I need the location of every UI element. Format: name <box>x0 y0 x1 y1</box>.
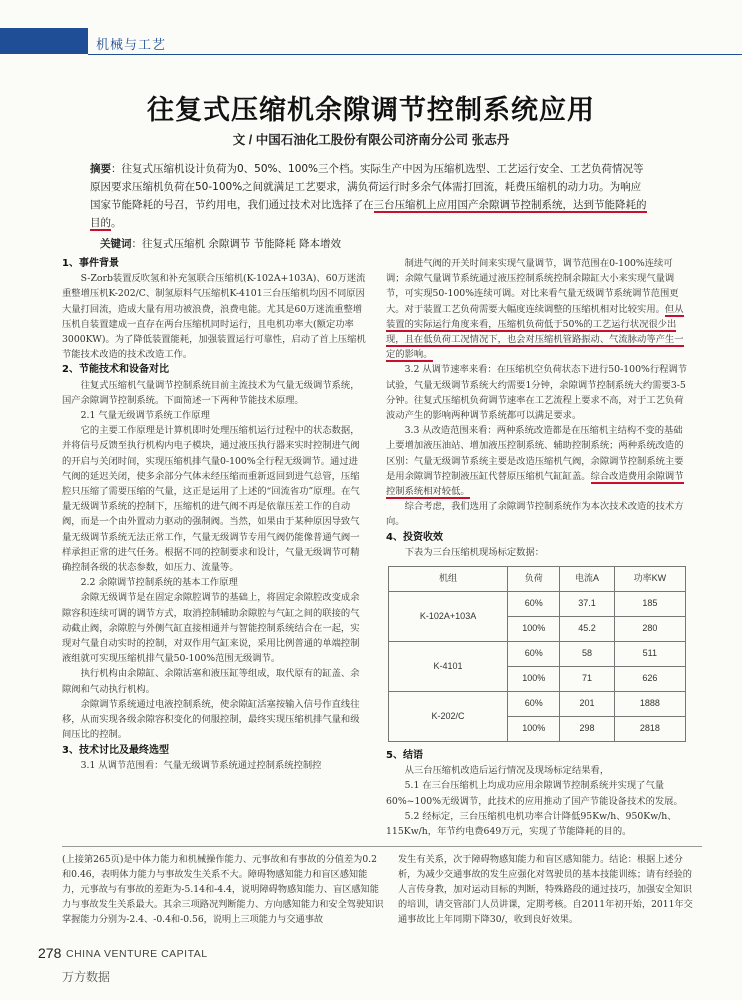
left-column <box>62 256 367 773</box>
author-line: 文 / 中国石油化工股份有限公司济南分公司 张志丹 <box>232 133 510 147</box>
paragraph <box>386 256 691 362</box>
keywords-label: 关键词 <box>100 238 132 250</box>
paragraph: S-Zorb装置反吹氢和补充氢联合压缩机(K-102A+103A)、60万迷流重整增压机K-202/C、制氢原料气压缩机K-4101三台压缩机均因不同原因大量打回流，造成大量有用功被浪费，浪费电能。尤其是60万迷流重整增压机自装置建成一直存在两台压缩机同时运行，且电机功率大(额定功率3000KW)。为了降低装置能耗，加强装置运行可靠性，启动了首上压缩机节能技术改造的技术改造工作。 <box>62 273 366 361</box>
section-heading-1: 1、事件背景 <box>62 258 119 269</box>
continued-article-left: (上接第265页)是中体力能力和机械操作能力、元事故和有事故的分值差为0.2和0.46，表明体力能力与事故发生关系不大。障碍物感知能力和盲区感知能力，元事故与有事故的差距为-5.14和-4.4，说明障碍物感知能力、盲区感知能力与事故发生关系最大。其余三项路况判断能力、方向感知能力和安全驾驶知识掌握能力分别为-2.4、-0.4和-0.56，说明上三项能力与交通事故 <box>62 854 384 925</box>
publication-name: CHINA VENTURE CAPITAL <box>66 948 208 960</box>
table-cell: 71 <box>560 667 614 692</box>
section-heading-4: 4、投资收效 <box>386 531 443 543</box>
header-rule <box>88 54 742 55</box>
table-cell: 100% <box>508 617 560 642</box>
continued-article-right: 发生有关系，次于障碍物感知能力和盲区感知能力。结论：根据上述分析，为减少交通事故的发生应强化对驾驶员的基本技能训练；请有经验的人言传身教，加对运动目标的判断，特殊路段的通过技巧，加强安全知识的培训，请交管部门人员讲课，定期考核。自2011年初开始，2011年交通事故比上年同期下降30/，收到良好效果。 <box>398 854 693 925</box>
table-cell: 511 <box>614 642 685 667</box>
table-header-cell: 负荷 <box>508 567 560 592</box>
abstract-label: 摘要 <box>90 163 111 175</box>
paragraph: 余隙无级调节是在固定余隙腔调节的基础上，将固定余隙腔改变成余隙容积连续可调的调节方式，取消控制辅助余隙腔与气缸之间的联接的气动截止阀，余隙腔与外侧气缸直接相通并与智能控制系统结合在一起，实现对气量自动实时的控制，对双作用气缸来说，采用比例普通的单端控制液组就可实现压缩机排气量50-100%范围无级调节。 <box>62 592 360 665</box>
table-row <box>389 592 686 617</box>
table-cell: 280 <box>614 617 685 642</box>
table-cell-unit: K-102A+103A <box>389 592 508 642</box>
abstract <box>90 160 650 232</box>
table-cell: 37.1 <box>560 592 614 617</box>
table-header-cell: 机组 <box>389 567 508 592</box>
paragraph: 往复式压缩机气量调节控制系统目前主流技术为气量无级调节系统，国产余隙调节控制系统。下面简述一下两种节能技术原理。 <box>62 379 360 406</box>
paragraph: 5.2 经标定，三台压缩机电机功率合计降低95Kw/h、950Kw/h、115Kw/h，年节约电费649万元，实现了节能降耗的目的。 <box>386 810 677 838</box>
paragraph-text: 3.3 从改造范围来看：两种系统改造都是在压缩机主结构不变的基础上要增加液压油站、增加液压控制系统、辅助控制系统；两种系统改造的区别：气量无级调节系统主要是改造压缩机气阀，余隙调节控制系统主要是用余隙调节控制液压缸代替原压缩机气缸缸盖。 <box>386 425 684 482</box>
watermark: 万方数据 <box>62 970 111 984</box>
paragraph: 3.1 从调节范围看：气量无级调节系统通过控制系统控制控 <box>80 759 322 771</box>
table-header-cell: 功率KW <box>614 567 685 592</box>
table-header-cell: 电流A <box>560 567 614 592</box>
table-cell: 201 <box>560 692 614 717</box>
keywords-text: ：往复式压缩机 余隙调节 节能降耗 降本增效 <box>131 238 342 250</box>
table-cell: 185 <box>614 592 685 617</box>
table-cell: 100% <box>508 667 560 692</box>
table-cell: 626 <box>614 667 685 692</box>
paragraph: 下表为三台压缩机现场标定数据： <box>404 546 545 558</box>
paragraph: 执行机构由余隙缸、余隙活塞和液压缸等组成，取代原有的缸盖、余隙阀和气动执行机构。 <box>62 668 360 695</box>
abstract-end: 。 <box>111 217 122 229</box>
section-heading-5: 5、结语 <box>386 750 423 762</box>
subsection-heading-2-2: 2.2 余隙调节控制系统的基本工作原理 <box>80 577 238 589</box>
table-row <box>389 642 686 667</box>
header-bar <box>0 28 88 54</box>
paragraph: 3.2 从调节速率来看：在压缩机空负荷状态下进行50-100%行程调节试验，气量无级调节系统大约需要1分钟，余隙调节控制系统大约需要3-5分钟。往复式压缩机负荷调节速率在工艺流程上要求不高，对于工艺负荷波动产生的影响两种调节系统都可以满足要求。 <box>386 364 688 422</box>
abstract-underlined: 三台压缩机上应用国产余隙调节控制系统，达到节能降耗的目的 <box>90 199 647 229</box>
paragraph: 它的主要工作原理是计算机即时处理压缩机运行过程中的状态数据，并将信号反馈至执行机构内电子模块，通过液压执行器来实时控制进气阀的开启与关闭时间，实现压缩机排气量0-100%全行程无级调节。通过进气阀的延迟关闭，使多余部分气体未经压缩而重新返回到进气总管，压缩腔只压缩了需要压缩的气量，这正是运用了上述的“回流省功”原理。在气量无级调节系统的控制下，压缩机的进气阀不再是依靠压差工作的自动阀，而是一个由外置动力驱动的强制阀。当然，如果由于某种原因导致气量无级调节系统无法正常工作，气量无级调节专用气阀仍能像普通气阀一样承担正常的进气任务。根据不同的控制要求和设计，气量无级调节可精确控制各级的状态参数，如压力、流量等。 <box>62 425 360 574</box>
table-cell: 45.2 <box>560 617 614 642</box>
footer-divider <box>62 846 702 847</box>
table-row <box>389 692 686 717</box>
table-cell: 2818 <box>614 717 685 742</box>
table-cell: 298 <box>560 717 614 742</box>
page-number: 278 <box>38 945 62 961</box>
table-cell: 58 <box>560 642 614 667</box>
underlined-text: 但从装置的实际运行角度来看，压缩机负荷低于50%的工艺运行状况很少出现，且在低负荷工况情况下，也会对压缩机管路振动、气流脉动等产生一定的影响。 <box>386 303 684 361</box>
paragraph: 余隙调节系统通过电液控制系统，使余隙缸活塞按输入信号作直线往移，从而实现各级余隙容积变化的伺服控制，最终实现压缩机排气量和级间压比的控制。 <box>62 698 360 741</box>
table-header-row <box>389 567 686 592</box>
paragraph: 从三台压缩机改造后运行情况及现场标定结果看， <box>404 765 610 777</box>
table-cell: 100% <box>508 717 560 742</box>
table-cell-unit: K-4101 <box>389 642 508 692</box>
underlined-text: 综合改造费用余隙调节控制系统相对较低。 <box>386 470 684 498</box>
right-column <box>386 256 691 839</box>
table-cell: 60% <box>508 642 560 667</box>
keywords <box>100 236 341 251</box>
paragraph: 5.1 在三台压缩机上均成功应用余隙调节控制系统并实现了气量60%~100%无级调节，此技术的应用推动了国产节能设备技术的发展。 <box>386 780 683 807</box>
section-tag: 机械与工艺 <box>96 37 167 52</box>
abstract-text: ：往复式压缩机设计负荷为0、50%、100%三个档。实际生产中因为压缩机选型、工艺运行安全、工艺负荷情况等原因要求压缩机负荷在50-100%之间就满足工艺要求，满负荷运行时多余气体需打回流，耗费压缩机的动力功。为响应国家节能降耗的号召，节约用电，我们通过技术对比选择了在 <box>90 163 644 211</box>
paragraph: 综合考虑，我们选用了余隙调节控制系统作为本次技术改造的技术方向。 <box>386 501 684 528</box>
section-heading-2: 2、节能技术和设备对比 <box>62 364 169 376</box>
table-cell: 60% <box>508 592 560 617</box>
paragraph-text: 制进气阀的开关时间来实现气量调节，调节范围在0-100%连续可调；余隙气量调节系统通过液压控制系统控制余隙缸大小来实现气量调节，可实现50-100%连续可调。对比来看气量无级调节系统调节范围更大。对于装置工艺负荷需要大幅度连续调整的压缩机相对比较实用。 <box>386 258 679 315</box>
data-table <box>388 566 686 742</box>
subsection-heading-2-1: 2.1 气量无级调节系统工作原理 <box>80 410 210 422</box>
paragraph <box>386 423 691 499</box>
section-heading-3: 3、技术讨比及最终选型 <box>62 744 169 756</box>
table-cell-unit: K-202/C <box>389 692 508 742</box>
table-cell: 1888 <box>614 692 685 717</box>
article-title: 往复式压缩机余隙调节控制系统应用 <box>147 95 595 126</box>
table-cell: 60% <box>508 692 560 717</box>
